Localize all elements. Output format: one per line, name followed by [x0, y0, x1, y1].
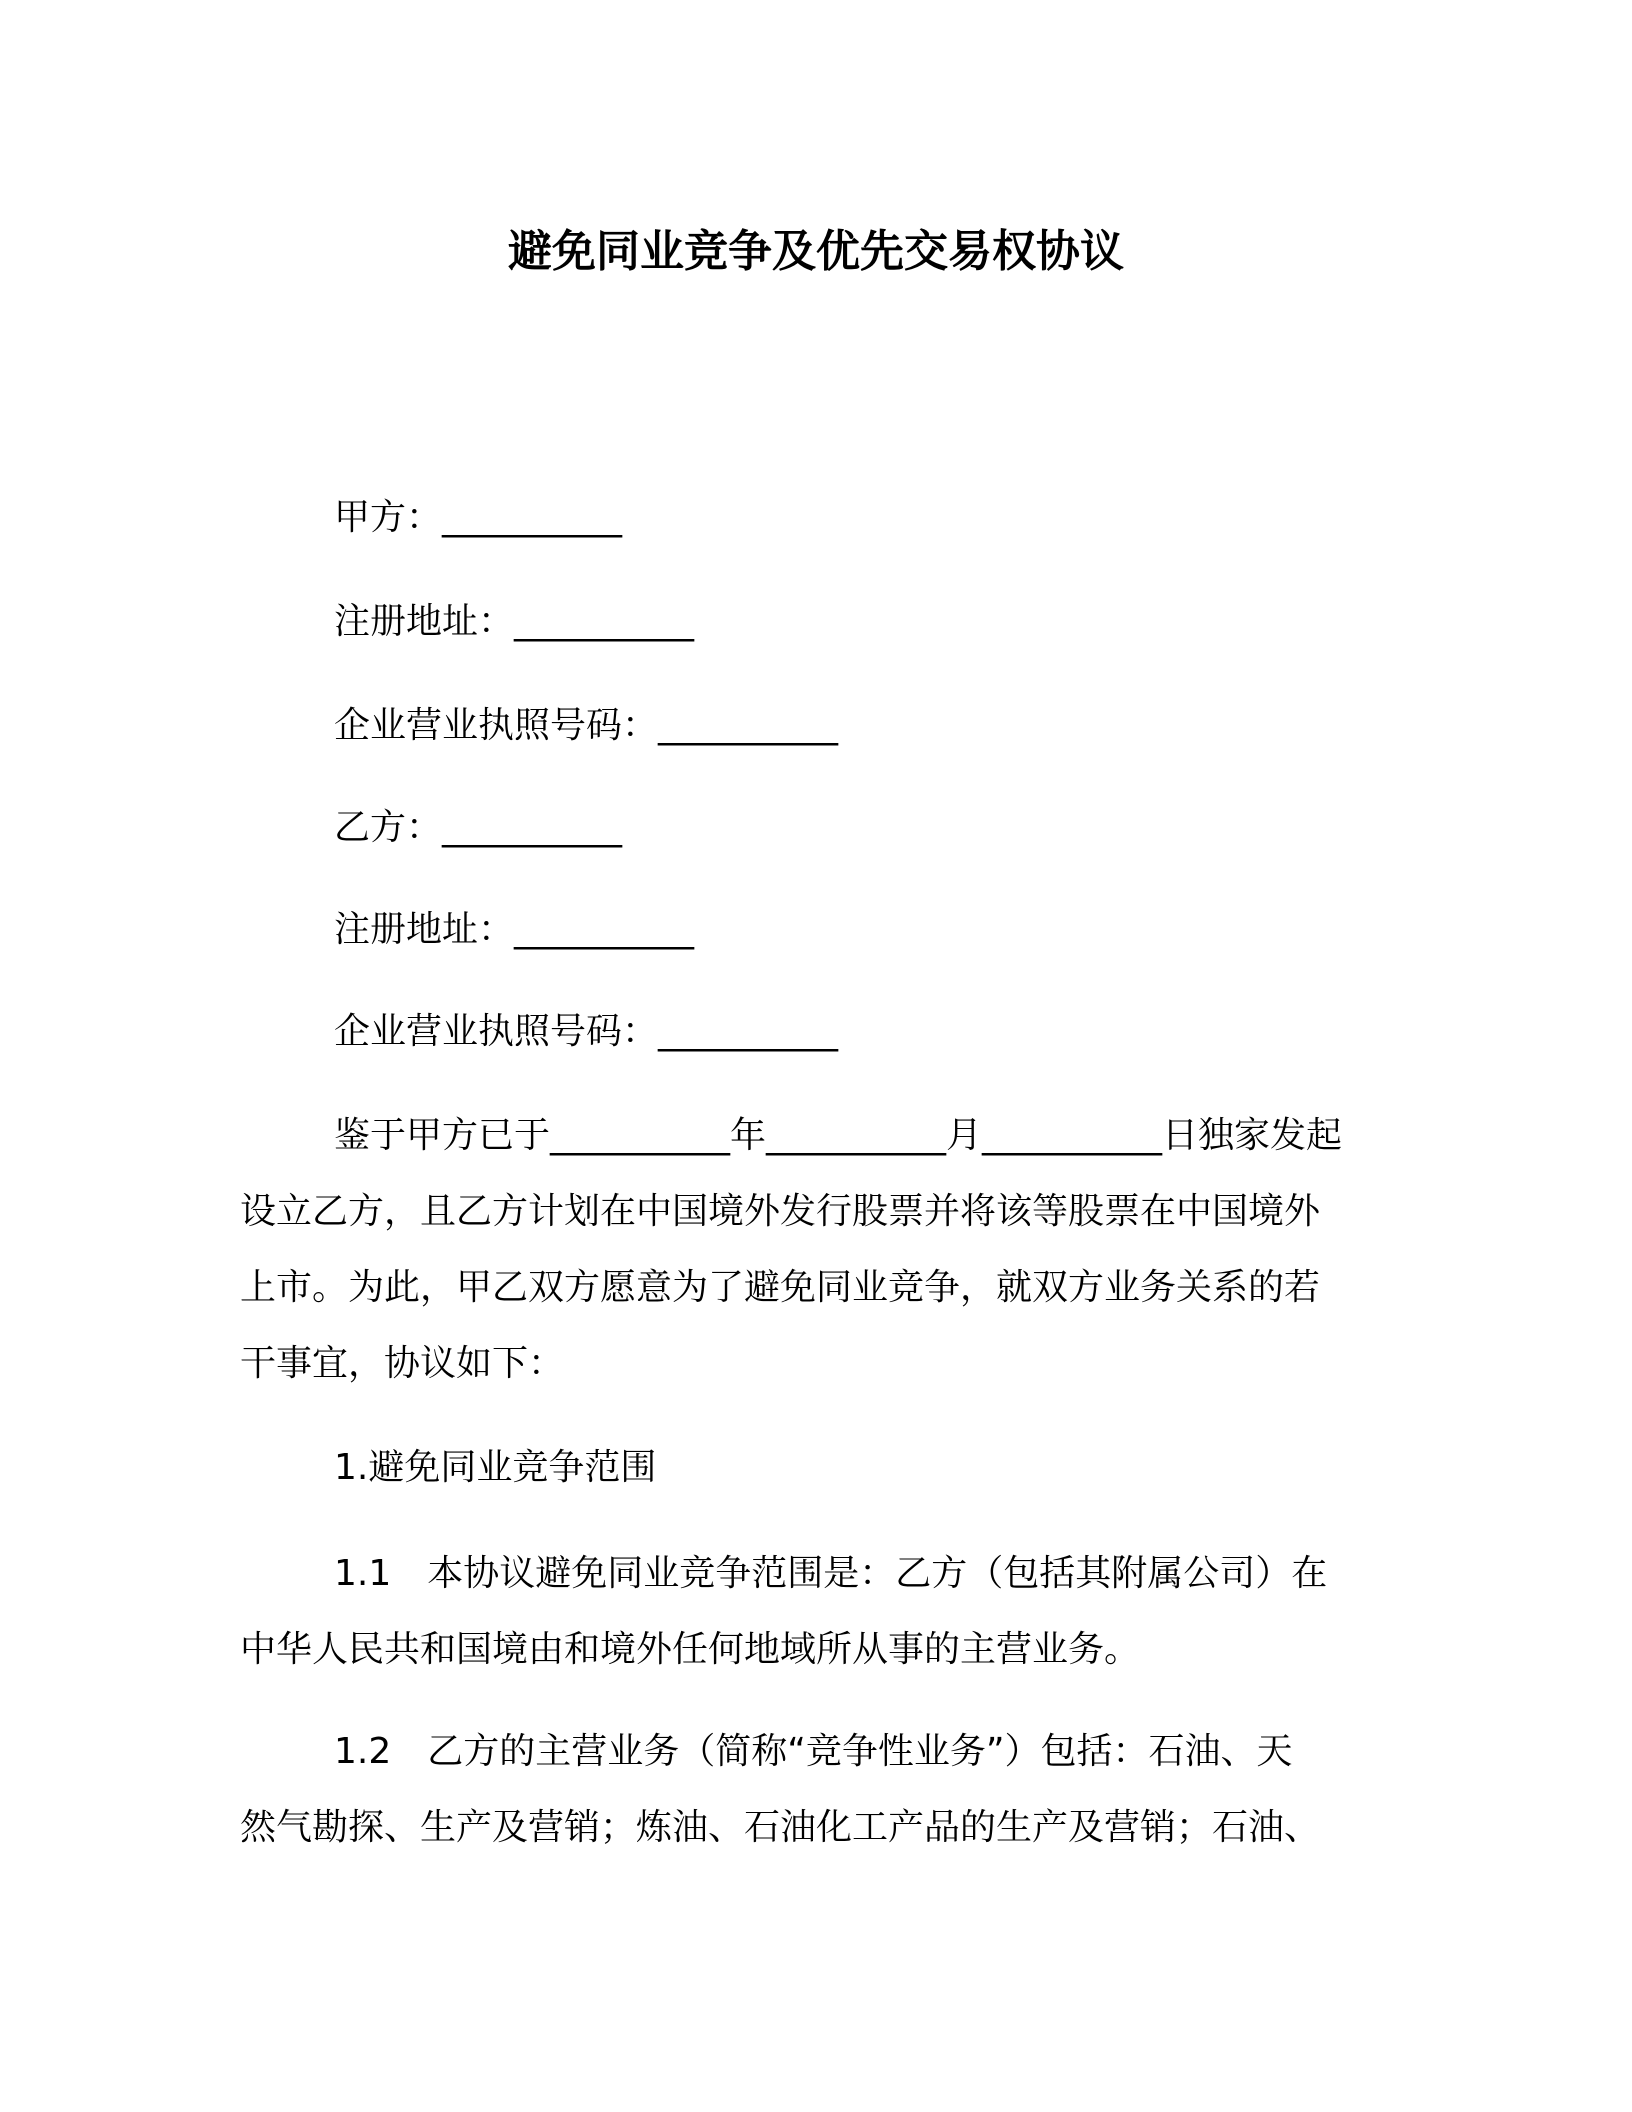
party-a-license-line: 企业营业执照号码：__________: [334, 705, 839, 746]
clause-1-1-line: 中华人民共和国境由和境外任何地域所从事的主营业务。: [240, 1629, 1141, 1670]
party-b-address-line: 注册地址：__________: [334, 909, 695, 950]
preamble-line: 干事宜，协议如下：: [240, 1343, 565, 1384]
clause-1-1-line: 1.1 本协议避免同业竞争范围是：乙方（包括其附属公司）在: [334, 1553, 1328, 1594]
document-title: 避免同业竞争及优先交易权协议: [508, 226, 1124, 277]
party-a-line: 甲方：__________: [334, 497, 623, 538]
party-b-line: 乙方：__________: [334, 807, 623, 848]
clause-1-2-line: 1.2 乙方的主营业务（简称“竞争性业务”）包括：石油、天: [334, 1731, 1293, 1772]
clause-1-2-line: 然气勘探、生产及营销；炼油、石油化工产品的生产及营销；石油、: [240, 1807, 1321, 1848]
preamble-line: 鉴于甲方已于__________年__________月__________日独家发起: [334, 1115, 1343, 1156]
preamble-line: 上市。为此，甲乙双方愿意为了避免同业竞争，就双方业务关系的若: [240, 1267, 1321, 1308]
preamble-line: 设立乙方，且乙方计划在中国境外发行股票并将该等股票在中国境外: [240, 1191, 1321, 1232]
party-a-address-line: 注册地址：__________: [334, 601, 695, 642]
party-b-license-line: 企业营业执照号码：__________: [334, 1011, 839, 1052]
section-1-heading: 1.避免同业竞争范围: [334, 1447, 657, 1488]
